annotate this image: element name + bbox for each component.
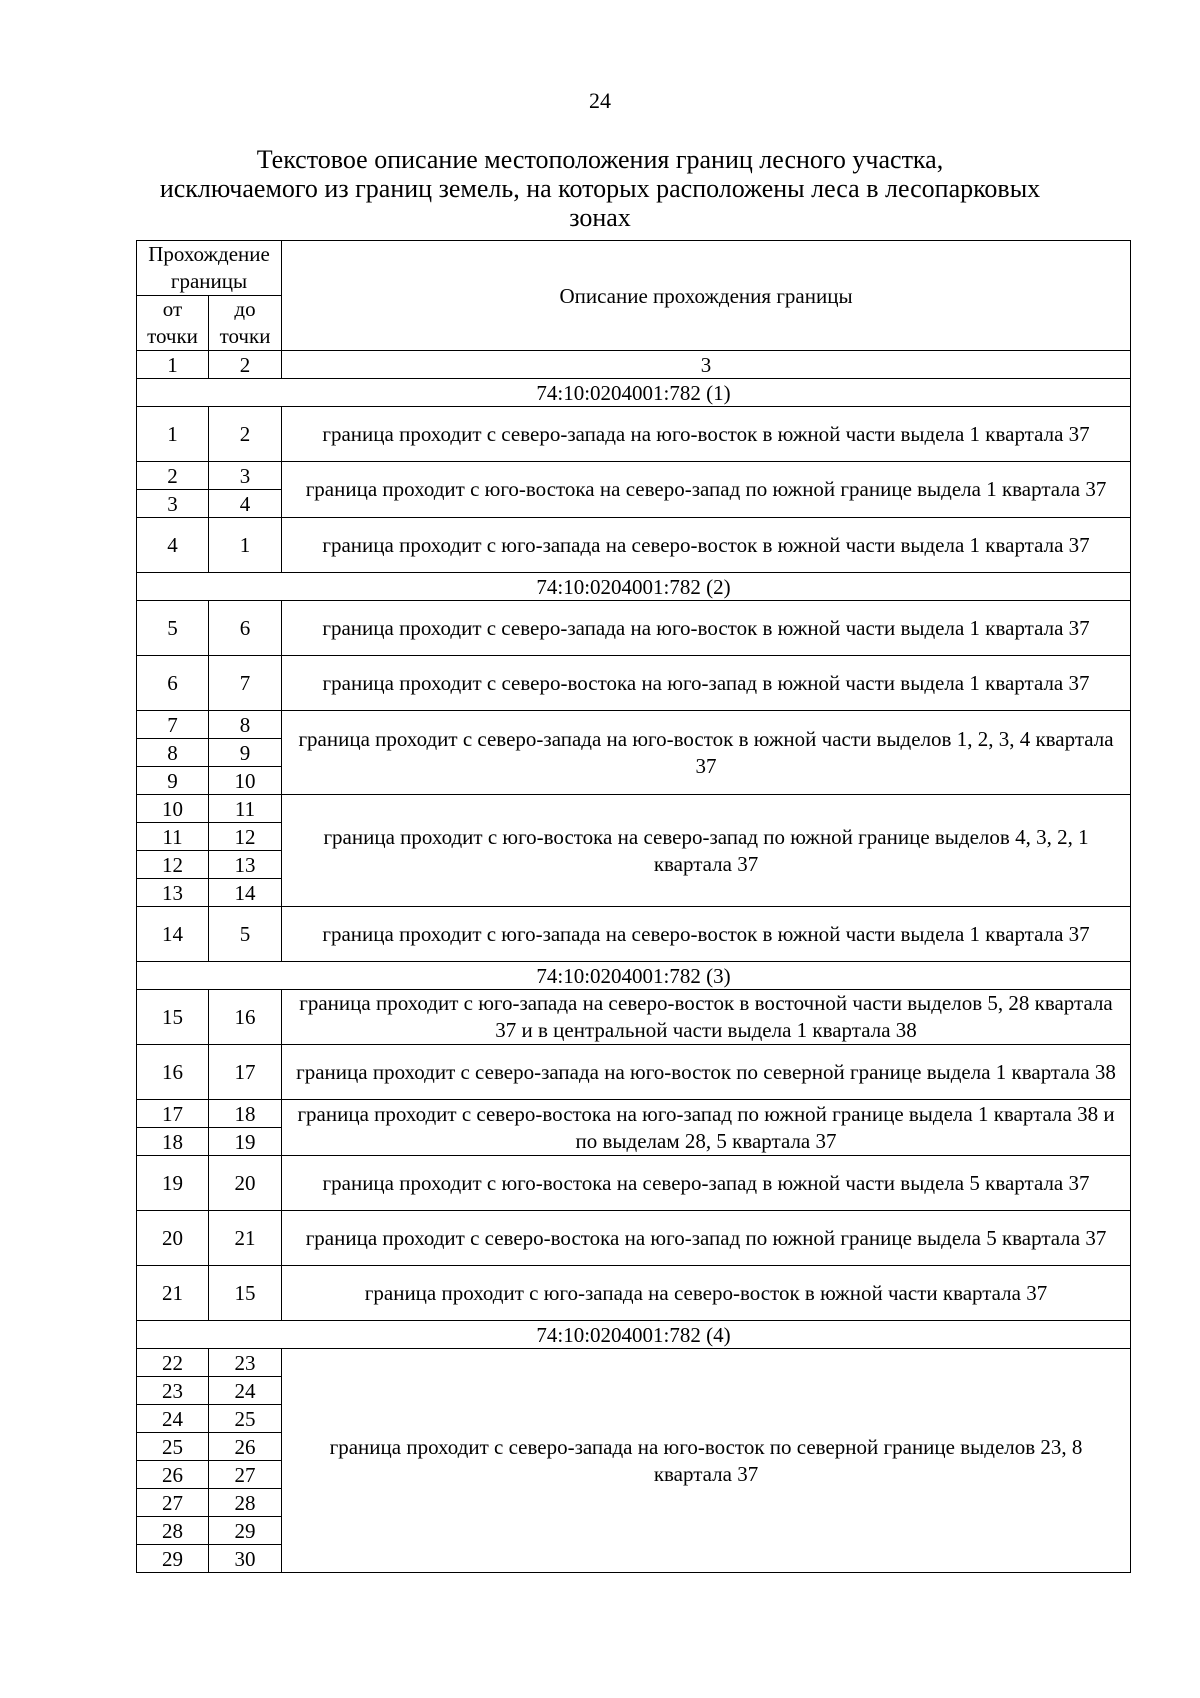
to-point: 17 xyxy=(209,1045,282,1100)
boundary-description: граница проходит с юго-запада на северо-восток в восточной части выделов 5, 28 квартала 37 и в центральной части выдела 1 квартала 38 xyxy=(282,990,1131,1045)
to-point: 1 xyxy=(209,518,282,573)
boundary-description: граница проходит с северо-востока на юго-запад по южной границе выдела 5 квартала 37 xyxy=(282,1211,1131,1266)
from-point: 5 xyxy=(137,601,209,656)
boundary-description: граница проходит с юго-востока на северо-запад по южной границе выделов 4, 3, 2, 1 квартала 37 xyxy=(282,795,1131,907)
table-row xyxy=(137,907,1131,962)
to-point: 3 xyxy=(209,462,282,490)
table-row xyxy=(137,462,1131,490)
to-point: 14 xyxy=(209,879,282,907)
table-row xyxy=(137,1349,1131,1377)
table-row xyxy=(137,795,1131,823)
from-point: 10 xyxy=(137,795,209,823)
boundary-description: граница проходит с северо-востока на юго-запад в южной части выдела 1 квартала 37 xyxy=(282,656,1131,711)
from-point: 4 xyxy=(137,518,209,573)
boundary-description: граница проходит с юго-запада на северо-восток в южной части выдела 1 квартала 37 xyxy=(282,518,1131,573)
from-point: 2 xyxy=(137,462,209,490)
to-point: 20 xyxy=(209,1156,282,1211)
table-row xyxy=(137,1156,1131,1211)
boundary-description: граница проходит с северо-запада на юго-восток в южной части выдела 1 квартала 37 xyxy=(282,407,1131,462)
from-point: 20 xyxy=(137,1211,209,1266)
to-point: 10 xyxy=(209,767,282,795)
from-point: 27 xyxy=(137,1489,209,1517)
from-point: 29 xyxy=(137,1545,209,1573)
to-point: 4 xyxy=(209,490,282,518)
from-point: 3 xyxy=(137,490,209,518)
to-point: 7 xyxy=(209,656,282,711)
table-row xyxy=(137,990,1131,1045)
column-number-1: 1 xyxy=(137,351,209,379)
from-point: 6 xyxy=(137,656,209,711)
cadastral-number: 74:10:0204001:782 (3) xyxy=(137,962,1131,990)
header-to-point: до точки xyxy=(209,296,282,351)
section-header-row xyxy=(137,573,1131,601)
to-point: 16 xyxy=(209,990,282,1045)
from-point: 7 xyxy=(137,711,209,739)
from-point: 26 xyxy=(137,1461,209,1489)
to-point: 26 xyxy=(209,1433,282,1461)
to-point: 8 xyxy=(209,711,282,739)
to-point: 21 xyxy=(209,1211,282,1266)
table-row xyxy=(137,1100,1131,1128)
title-line-2: исключаемого из границ земель, на которых расположены леса в лесопарковых xyxy=(159,174,1041,203)
boundary-description: граница проходит с юго-востока на северо-запад в южной части выдела 5 квартала 37 xyxy=(282,1156,1131,1211)
to-point: 30 xyxy=(209,1545,282,1573)
column-number-3: 3 xyxy=(282,351,1131,379)
from-point: 15 xyxy=(137,990,209,1045)
header-description: Описание прохождения границы xyxy=(282,241,1131,351)
header-passage: Прохождение границы xyxy=(137,241,282,296)
from-point: 8 xyxy=(137,739,209,767)
section-header-row xyxy=(137,962,1131,990)
to-point: 15 xyxy=(209,1266,282,1321)
to-point: 11 xyxy=(209,795,282,823)
document-title xyxy=(130,145,1070,232)
boundary-description: граница проходит с северо-запада на юго-восток в южной части выделов 1, 2, 3, 4 квартала 37 xyxy=(282,711,1131,795)
header-from-point: от точки xyxy=(137,296,209,351)
title-line-3: зонах xyxy=(569,203,631,232)
from-point: 21 xyxy=(137,1266,209,1321)
boundary-table xyxy=(136,240,1131,1573)
cadastral-number: 74:10:0204001:782 (1) xyxy=(137,379,1131,407)
from-point: 14 xyxy=(137,907,209,962)
from-point: 28 xyxy=(137,1517,209,1545)
from-point: 25 xyxy=(137,1433,209,1461)
table-row xyxy=(137,711,1131,739)
boundary-description: граница проходит с юго-запада на северо-восток в южной части выдела 1 квартала 37 xyxy=(282,907,1131,962)
page-number: 24 xyxy=(589,88,611,113)
column-number-2: 2 xyxy=(209,351,282,379)
to-point: 12 xyxy=(209,823,282,851)
to-point: 2 xyxy=(209,407,282,462)
boundary-description: граница проходит с северо-запада на юго-восток по северной границе выдела 1 квартала 38 xyxy=(282,1045,1131,1100)
to-point: 18 xyxy=(209,1100,282,1128)
title-line-1: Текстовое описание местоположения границ лесного участка, xyxy=(256,145,944,174)
table-row xyxy=(137,407,1131,462)
boundary-description: граница проходит с северо-запада на юго-восток по северной границе выделов 23, 8 квартала 37 xyxy=(282,1349,1131,1573)
table-row xyxy=(137,1045,1131,1100)
from-point: 18 xyxy=(137,1128,209,1156)
to-point: 9 xyxy=(209,739,282,767)
to-point: 5 xyxy=(209,907,282,962)
from-point: 16 xyxy=(137,1045,209,1100)
to-point: 6 xyxy=(209,601,282,656)
boundary-description: граница проходит с юго-востока на северо-запад по южной границе выдела 1 квартала 37 xyxy=(282,462,1131,518)
from-point: 9 xyxy=(137,767,209,795)
to-point: 25 xyxy=(209,1405,282,1433)
table-row xyxy=(137,518,1131,573)
table-row xyxy=(137,1266,1131,1321)
cadastral-number: 74:10:0204001:782 (4) xyxy=(137,1321,1131,1349)
table-row xyxy=(137,1211,1131,1266)
section-header-row xyxy=(137,1321,1131,1349)
from-point: 22 xyxy=(137,1349,209,1377)
boundary-description: граница проходит с северо-востока на юго-запад по южной границе выдела 1 квартала 38 и по выделам 28, 5 квартала 37 xyxy=(282,1100,1131,1156)
to-point: 23 xyxy=(209,1349,282,1377)
from-point: 17 xyxy=(137,1100,209,1128)
from-point: 11 xyxy=(137,823,209,851)
from-point: 13 xyxy=(137,879,209,907)
table-header xyxy=(137,241,1131,379)
from-point: 23 xyxy=(137,1377,209,1405)
to-point: 24 xyxy=(209,1377,282,1405)
boundary-description: граница проходит с юго-запада на северо-восток в южной части квартала 37 xyxy=(282,1266,1131,1321)
table-body xyxy=(137,379,1131,1573)
to-point: 13 xyxy=(209,851,282,879)
section-header-row xyxy=(137,379,1131,407)
boundary-description: граница проходит с северо-запада на юго-восток в южной части выдела 1 квартала 37 xyxy=(282,601,1131,656)
table-row xyxy=(137,601,1131,656)
header-row-passage xyxy=(137,241,1131,296)
table-row xyxy=(137,656,1131,711)
from-point: 1 xyxy=(137,407,209,462)
from-point: 24 xyxy=(137,1405,209,1433)
to-point: 19 xyxy=(209,1128,282,1156)
from-point: 19 xyxy=(137,1156,209,1211)
header-row-column-numbers xyxy=(137,351,1131,379)
cadastral-number: 74:10:0204001:782 (2) xyxy=(137,573,1131,601)
to-point: 29 xyxy=(209,1517,282,1545)
from-point: 12 xyxy=(137,851,209,879)
to-point: 27 xyxy=(209,1461,282,1489)
to-point: 28 xyxy=(209,1489,282,1517)
